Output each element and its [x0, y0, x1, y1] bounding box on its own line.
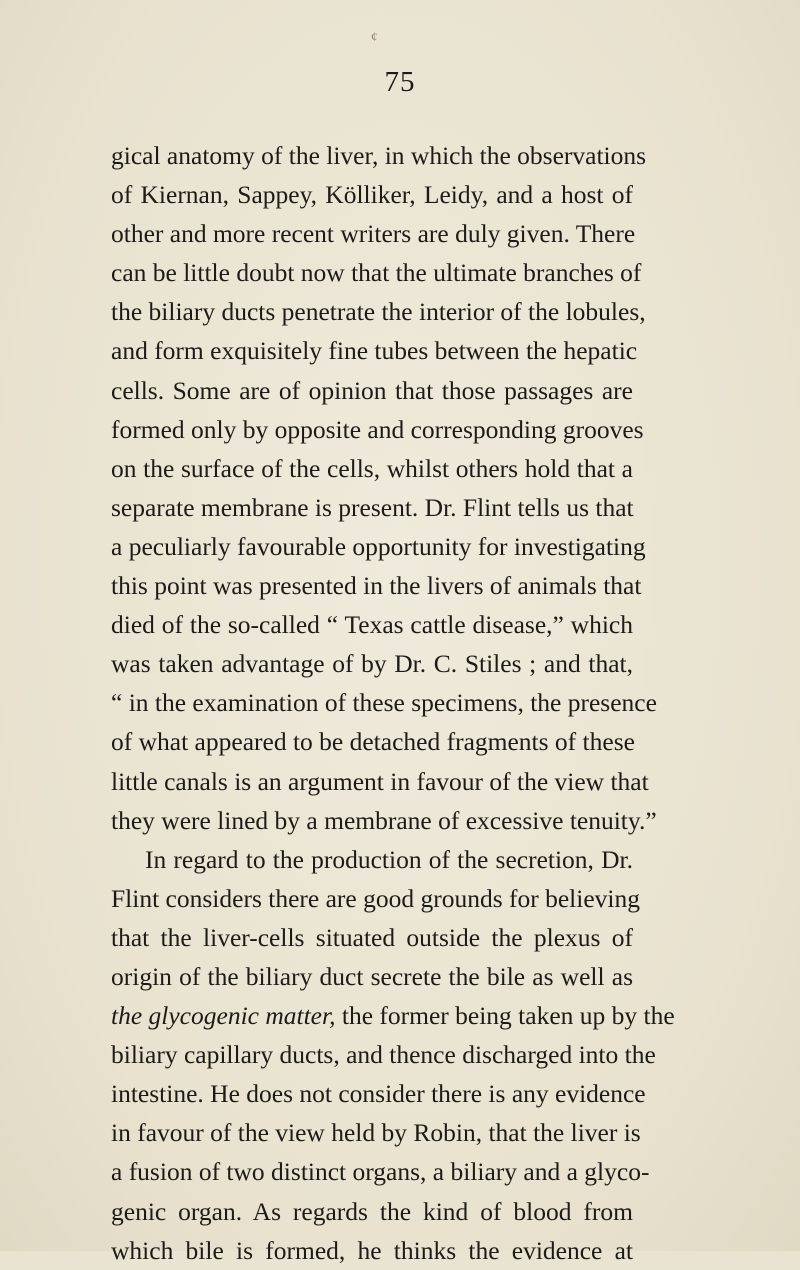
text-line: origin of the biliary duct secrete the bile as well as: [111, 961, 633, 991]
text-line: separate membrane is present. Dr. Flint tells us that: [111, 492, 634, 522]
page-mark: ¢: [371, 29, 378, 44]
text-continuation: the former being taken up by the: [335, 1001, 675, 1031]
text-line: the biliary ducts penetrate the interior of the lobules,: [111, 297, 646, 327]
text-line: biliary capillary ducts, and thence discharged into the: [111, 1040, 656, 1070]
text-line: that the liver-cells situated outside the plexus of: [111, 922, 633, 952]
text-line: Flint considers there are good grounds for believing: [111, 883, 641, 913]
text-line: of what appeared to be detached fragments of these: [111, 727, 635, 757]
paragraph-start-line: In regard to the production of the secretion, Dr.: [145, 844, 633, 874]
text-line: and form exquisitely fine tubes between the hepatic: [111, 336, 638, 366]
text-line: other and more recent writers are duly given. There: [111, 219, 636, 249]
text-line: in favour of the view held by Robin, that the liver is: [111, 1118, 641, 1148]
text-line: was taken advantage of by Dr. C. Stiles ; and that,: [111, 649, 633, 679]
text-line: genic organ. As regards the kind of blood from: [111, 1196, 633, 1226]
text-line: can be little doubt now that the ultimate branches of: [111, 258, 642, 288]
text-line: formed only by opposite and corresponding grooves: [111, 414, 644, 444]
text-line: cells. Some are of opinion that those passages are: [111, 375, 633, 405]
text-line: of Kiernan, Sappey, Kölliker, Leidy, and a host of: [111, 180, 633, 210]
text-line: a fusion of two distinct organs, a biliary and a glyco-: [111, 1157, 650, 1187]
italic-phrase: the glycogenic matter,: [111, 1001, 336, 1031]
text-line: a peculiarly favourable opportunity for investigating: [111, 531, 646, 561]
text-line: this point was presented in the livers of animals that: [111, 571, 642, 601]
page-number: 75: [384, 66, 416, 98]
text-line: on the surface of the cells, whilst others hold that a: [111, 453, 633, 483]
body-text: [111, 136, 675, 1270]
text-line: little canals is an argument in favour of the view that: [111, 766, 649, 796]
text-line: they were lined by a membrane of excessive tenuity.”: [111, 805, 657, 835]
text-line: died of the so-called “ Texas cattle disease,” which: [111, 610, 633, 640]
text-line: intestine. He does not consider there is any evidence: [111, 1079, 646, 1109]
text-line: which bile is formed, he thinks the evidence at: [111, 1235, 633, 1265]
text-line-with-italic: [111, 996, 675, 1035]
text-line: gical anatomy of the liver, in which the observations: [111, 141, 647, 170]
text-line: “ in the examination of these specimens, the presence: [111, 688, 657, 718]
